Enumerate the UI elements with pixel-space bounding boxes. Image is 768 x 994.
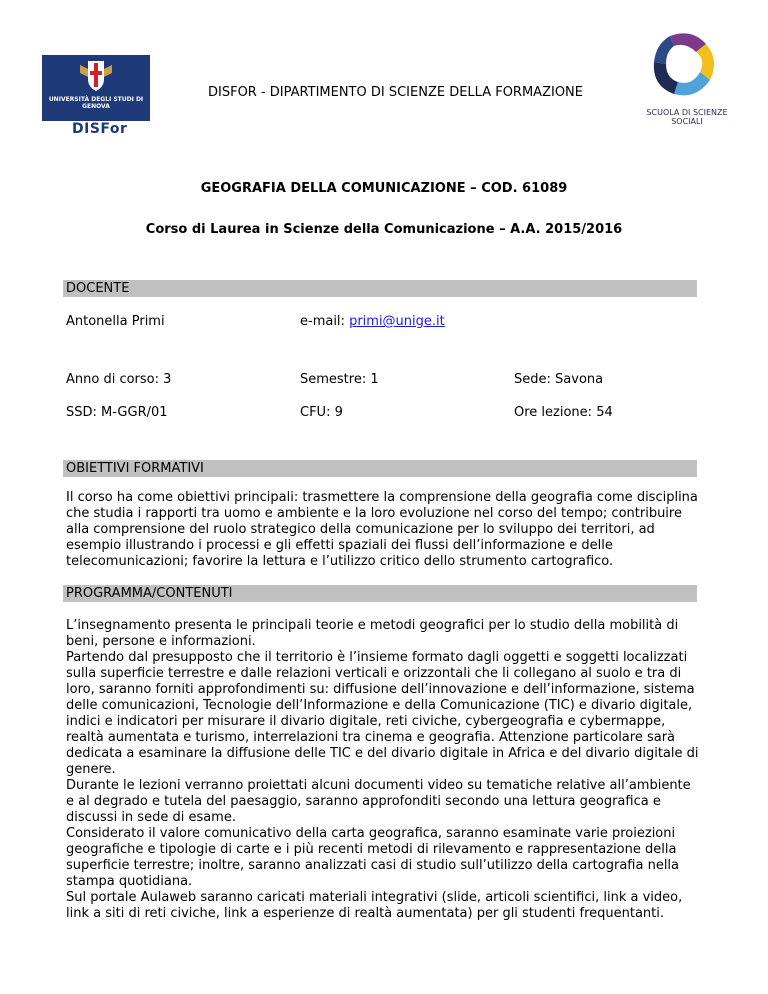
- ssd-field: [66, 404, 168, 421]
- section-heading: PROGRAMMA/CONTENUTI: [66, 586, 233, 601]
- paragraph: L’insegnamento presenta le principali teorie e metodi geografici per lo studio della mobilità di beni, persone e informazioni.: [66, 618, 679, 649]
- anno-value: 3: [163, 372, 172, 387]
- paragraph: Partendo dal presupposto che il territorio è l’insieme formato dagli oggetti e soggetti localizzati sulla superficie terrestre e dalle relazioni verticali e orizzontali che li collegano al suolo e tra di loro, saranno forniti approfondimenti su: diffusione dell’innovazione e dell’informazione, sistema delle comunicazioni, Tecnologie dell’Informazione e della Comunicazione (TIC) e divario digitale, indici e indicatori per misurare il divario digitale, reti civiche, cybergeografia e cybermappe, realtà aumentata e turismo, interrelazioni tra cinema e geografia. Attenzione particolare sarà dedicata a esaminare la diffusione delle TIC e del divario digitale in Africa e del divario digitale di genere.: [66, 650, 699, 777]
- paragraph: Durante le lezioni verranno proiettati alcuni documenti video su tematiche relative all’ambiente e al degrado e tutela del paesaggio, saranno approfonditi secondo una lettura geografica e discussi in sede di esame.: [66, 778, 691, 825]
- ssd-value: M-GGR/01: [101, 405, 168, 420]
- course-title: GEOGRAFIA DELLA COMUNICAZIONE – COD. 61089: [200, 181, 568, 196]
- section-docente: [63, 280, 697, 297]
- semestre-field: [300, 371, 379, 388]
- university-crest-icon: [42, 55, 150, 121]
- sede-field: [514, 371, 603, 388]
- section-obiettivi: [63, 460, 697, 477]
- obiettivi-text: [66, 490, 702, 570]
- ore-label: Ore lezione:: [514, 405, 593, 420]
- ore-value: 54: [596, 405, 613, 420]
- paragraph: Considerato il valore comunicativo della carta geografica, saranno esaminate varie proiezioni geografiche e tipologie di carte e i più recenti metodi di rilevamento e rappresentazione della superficie terrestre; inoltre, saranno analizzati casi di studio sull’utilizzo della cartografia nella stampa quotidiana.: [66, 826, 680, 889]
- school-logo-text: SCUOLA DI SCIENZE SOCIALI: [646, 108, 728, 126]
- cfu-value: 9: [334, 405, 343, 420]
- disfor-logo-text: DISFor: [72, 121, 128, 137]
- sede-label: Sede:: [514, 372, 551, 387]
- anno-field: [66, 371, 171, 388]
- paragraph: Sul portale Aulaweb saranno caricati materiali integrativi (slide, articoli scientifici, link a video, link a siti di reti civiche, link a esperienze di realtà aumentata) per gli studenti frequentanti.: [66, 890, 683, 921]
- section-heading: DOCENTE: [66, 281, 130, 296]
- university-logo-text: UNIVERSITÀ DEGLI STUDI DI GENOVA: [48, 96, 144, 110]
- email-row: [300, 313, 445, 330]
- course-subtitle: Corso di Laurea in Scienze della Comunicazione – A.A. 2015/2016: [145, 222, 623, 237]
- ssd-label: SSD:: [66, 405, 97, 420]
- email-label: e-mail:: [300, 314, 345, 329]
- programma-text: [66, 618, 702, 922]
- section-heading: OBIETTIVI FORMATIVI: [66, 461, 204, 476]
- section-programma: [63, 585, 697, 602]
- ore-field: [514, 404, 613, 421]
- sede-value: Savona: [555, 372, 604, 387]
- paragraph: Il corso ha come obiettivi principali: trasmettere la comprensione della geografia come disciplina che studia i rapporti tra uomo e ambiente e la loro evoluzione nel corso del tempo; contribuire alla comprensione del ruolo strategico della comunicazione per lo sviluppo dei territori, ad esempio illustrando i processi e gli effetti spaziali dei flussi dell’informazione e delle telecomunicazioni; favorire la lettura e l’utilizzo critico dello strumento cartografico.: [66, 490, 698, 569]
- cfu-label: CFU:: [300, 405, 331, 420]
- teacher-name: Antonella Primi: [66, 314, 165, 329]
- anno-label: Anno di corso:: [66, 372, 160, 387]
- semestre-label: Semestre:: [300, 372, 367, 387]
- cfu-field: [300, 404, 343, 421]
- semestre-value: 1: [370, 372, 379, 387]
- department-title: DISFOR - DIPARTIMENTO DI SCIENZE DELLA FORMAZIONE: [208, 85, 583, 100]
- university-logo: [42, 55, 150, 121]
- school-emblem-icon: [640, 30, 730, 108]
- school-logo: [640, 30, 730, 108]
- email-link[interactable]: primi@unige.it: [349, 314, 445, 329]
